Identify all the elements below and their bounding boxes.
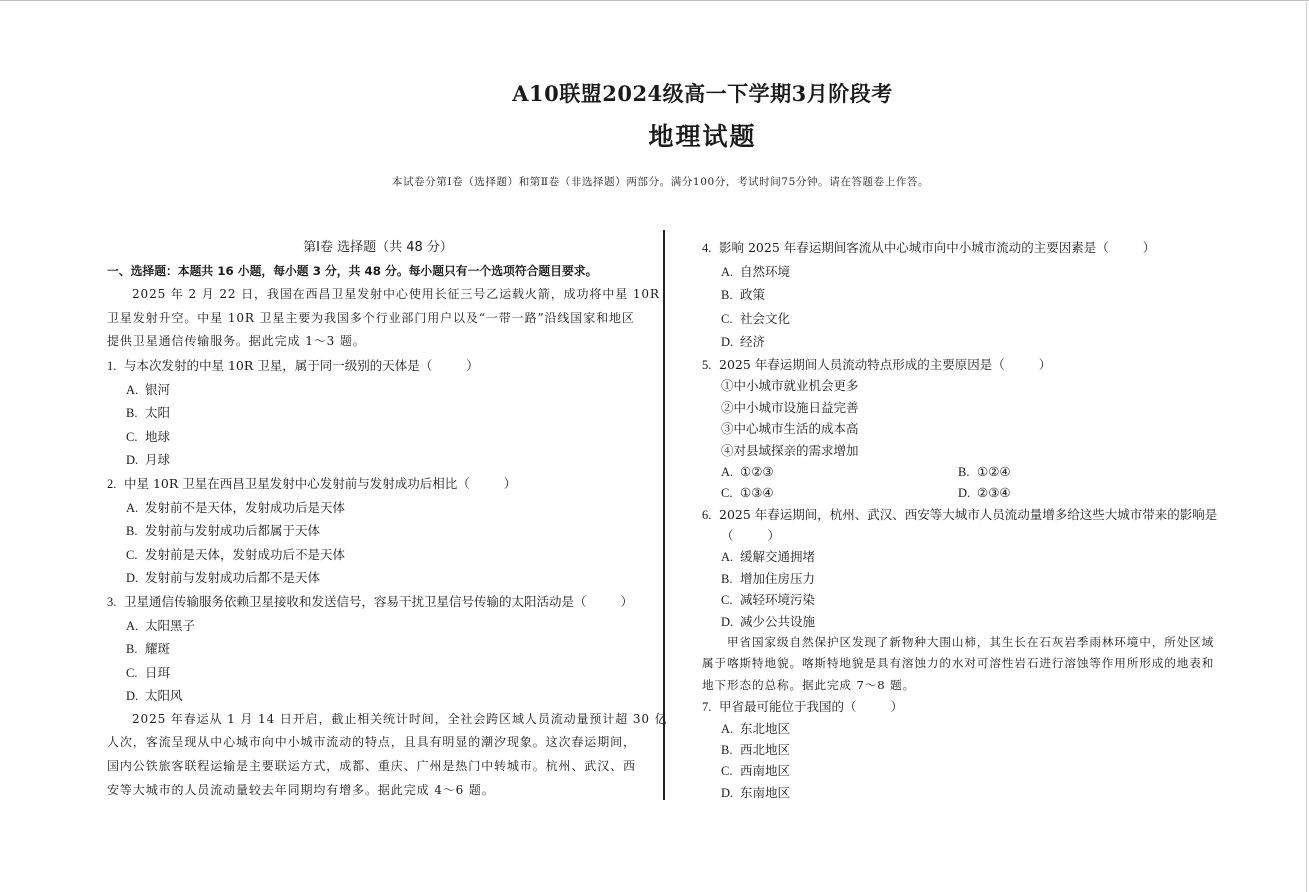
question-stem-blank: （ ） — [721, 528, 781, 544]
option-a[interactable]: A. ①②③ — [721, 463, 774, 479]
option-b[interactable]: B. 耀斑 — [126, 641, 171, 657]
question-stem: 4. 影响 2025 年春运期间客流从中心城市向中小城市流动的主要因素是（ ） — [702, 240, 1156, 255]
option-d[interactable]: D. 月球 — [126, 452, 171, 468]
question-2 — [107, 472, 657, 590]
passage-1 — [107, 283, 660, 354]
option-b[interactable]: B. 增加住房压力 — [721, 570, 816, 586]
right-column — [702, 236, 1220, 803]
passage-line: 属于喀斯特地貌。喀斯特地貌是具有溶蚀力的水对可溶性岩石进行溶蚀等作用所形成的地表和 — [702, 656, 1215, 671]
option-a[interactable]: A. 发射前不是天体，发射成功后是天体 — [126, 499, 346, 515]
option-d[interactable]: D. 经济 — [721, 334, 766, 350]
question-1 — [107, 354, 657, 472]
passage-2 — [107, 708, 668, 802]
passage-line: 提供卫星通信传输服务。据此完成 1～3 题。 — [107, 334, 366, 349]
passage-line: 安等大城市的人员流动量较去年同期均有增多。据此完成 4～6 题。 — [107, 782, 495, 797]
exam-info-line: 本试卷分第Ⅰ卷（选择题）和第Ⅱ卷（非选择题）两部分。满分100分，考试时间75分钟。请在答题卷上作答。 — [391, 176, 930, 188]
section-heading: 第Ⅰ卷 选择题（共 48 分） — [303, 240, 453, 255]
option-c[interactable]: C. 社会文化 — [721, 310, 791, 326]
question-6 — [702, 504, 1220, 632]
option-d[interactable]: D. 减少公共设施 — [721, 613, 816, 629]
statement-4: ④对县域探亲的需求增加 — [721, 442, 859, 458]
passage-line: 2025 年 2 月 22 日，我国在西昌卫星发射中心使用长征三号乙运载火箭，成功将中星 10R — [132, 287, 660, 302]
question-7 — [702, 696, 1220, 803]
option-c[interactable]: C. 地球 — [126, 428, 171, 444]
question-stem: 7. 甲省最可能位于我国的（ ） — [702, 699, 904, 715]
option-row-cd — [702, 482, 1220, 503]
question-stem: 1. 与本次发射的中星 10R 卫星，属于同一级别的天体是（ ） — [107, 357, 479, 373]
question-5 — [702, 354, 1220, 504]
option-a[interactable]: A. 缓解交通拥堵 — [721, 549, 816, 565]
passage-line: 2025 年春运从 1 月 14 日开启，截止相关统计时间，全社会跨区域人员流动量预计超 30 亿 — [132, 711, 668, 726]
passage-line: 国内公铁旅客联程运输是主要联运方式，成都、重庆、广州是热门中转城市。杭州、武汉、西 — [107, 759, 636, 774]
option-c[interactable]: C. ①③④ — [721, 485, 774, 501]
question-stem: 6. 2025 年春运期间，杭州、武汉、西安等大城市人员流动量增多给这些大城市带来的影响是 — [702, 506, 1218, 522]
option-b[interactable]: B. 西北地区 — [721, 742, 791, 757]
option-row-ab — [702, 461, 1220, 482]
option-d[interactable]: D. 发射前与发射成功后都不是天体 — [126, 570, 321, 586]
left-column — [107, 236, 668, 802]
option-d[interactable]: D. 太阳风 — [126, 688, 183, 704]
option-d[interactable]: D. ②③④ — [958, 485, 1011, 501]
option-c[interactable]: C. 日珥 — [126, 664, 171, 680]
exam-subject-title: 地理试题 — [648, 122, 757, 151]
page-top-border — [0, 0, 1309, 1]
statement-2: ②中小城市设施日益完善 — [721, 399, 859, 415]
passage-3 — [702, 632, 1220, 696]
question-3 — [107, 590, 657, 708]
question-4 — [702, 236, 1220, 354]
passage-line: 甲省国家级自然保护区发现了新物种大围山柿，其生长在石灰岩季雨林环境中，所处区域 — [727, 635, 1215, 650]
question-stem: 5. 2025 年春运期间人员流动特点形成的主要原因是（ ） — [702, 356, 1052, 372]
option-d[interactable]: D. 东南地区 — [721, 784, 791, 800]
passage-line: 卫星发射升空。中星 10R 卫星主要为我国多个行业部门用户以及“一带一路”沿线国家和地区 — [107, 310, 635, 325]
section-instructions: 一、选择题：本题共 16 小题，每小题 3 分，共 48 分。每小题只有一个选项符合题目要求。 — [107, 263, 598, 278]
option-c[interactable]: C. 减轻环境污染 — [721, 592, 816, 608]
option-b[interactable]: B. 发射前与发射成功后都属于天体 — [126, 523, 321, 539]
passage-line: 地下形态的总称。据此完成 7～8 题。 — [702, 677, 916, 692]
statement-1: ①中小城市就业机会更多 — [721, 378, 859, 394]
option-b[interactable]: B. 政策 — [721, 287, 766, 303]
option-c[interactable]: C. 西南地区 — [721, 763, 791, 779]
option-a[interactable]: A. 太阳黑子 — [126, 617, 196, 633]
statement-3: ③中心城市生活的成本高 — [721, 421, 859, 437]
option-a[interactable]: A. 东北地区 — [721, 720, 791, 736]
exam-title: A10联盟2024级高一下学期3月阶段考 — [512, 81, 893, 106]
option-c[interactable]: C. 发射前是天体，发射成功后不是天体 — [126, 546, 346, 562]
question-stem: 2. 中星 10R 卫星在西昌卫星发射中心发射前与发射成功后相比（ ） — [107, 475, 517, 491]
option-a[interactable]: A. 银河 — [126, 381, 171, 397]
option-a[interactable]: A. 自然环境 — [721, 263, 791, 279]
option-b[interactable]: B. ①②④ — [958, 463, 1011, 479]
passage-line: 人次，客流呈现从中心城市向中小城市流动的特点，且具有明显的潮汐现象。这次春运期间， — [107, 735, 636, 750]
option-b[interactable]: B. 太阳 — [126, 405, 171, 421]
question-stem: 3. 卫星通信传输服务依赖卫星接收和发送信号，容易干扰卫星信号传输的太阳活动是（ ） — [107, 593, 634, 609]
